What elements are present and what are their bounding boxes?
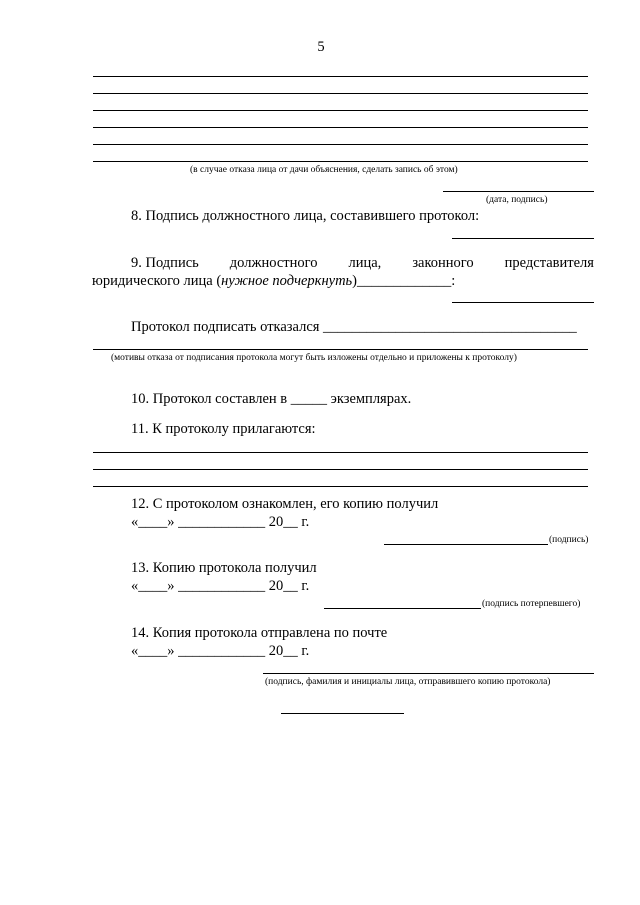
item-9-line2: юридического лица (нужное подчеркнуть)_____________: bbox=[92, 273, 456, 289]
explanation-line bbox=[93, 110, 588, 111]
attachment-line bbox=[93, 486, 588, 487]
item-9-word: законного bbox=[412, 255, 474, 271]
item-9-word: представителя bbox=[504, 255, 594, 271]
refused-line-2 bbox=[93, 349, 588, 350]
item-13-signature-caption: (подпись потерпевшего) bbox=[482, 599, 581, 609]
refused-text: Протокол подписать отказался ___________________________________ bbox=[131, 319, 577, 335]
attachment-line bbox=[93, 469, 588, 470]
item-12-text: 12. С протоколом ознакомлен, его копию получил bbox=[131, 496, 439, 512]
explanation-line bbox=[93, 144, 588, 145]
item-9-italic: нужное подчеркнуть bbox=[221, 273, 353, 289]
item-14-signature-caption: (подпись, фамилия и инициалы лица, отправившего копию протокола) bbox=[265, 677, 551, 687]
item-9-signature-line bbox=[452, 302, 594, 303]
item-14-date: «____» ____________ 20__ г. bbox=[131, 643, 310, 659]
refusal-motives-caption: (мотивы отказа от подписания протокола могут быть изложены отдельно и приложены к протоколу) bbox=[111, 353, 517, 363]
explanation-line bbox=[93, 93, 588, 94]
item-13-date: «____» ____________ 20__ г. bbox=[131, 578, 310, 594]
item-12-signature-caption: (подпись) bbox=[549, 535, 589, 545]
item-13-signature-line bbox=[324, 608, 481, 609]
item-11-text: 11. К протоколу прилагаются: bbox=[131, 421, 316, 437]
refusal-note: (в случае отказа лица от дачи объяснения, сделать запись об этом) bbox=[190, 165, 458, 175]
closing-separator bbox=[281, 713, 404, 714]
explanation-line bbox=[93, 76, 588, 77]
item-12-signature-line bbox=[384, 544, 548, 545]
item-9-word: должностного bbox=[229, 255, 318, 271]
page-number: 5 bbox=[317, 39, 325, 55]
item-8-text: 8. Подпись должностного лица, составившего протокол: bbox=[131, 208, 480, 224]
item-8-signature-line bbox=[452, 238, 594, 239]
item-9-line1 bbox=[131, 256, 594, 271]
item-9-word: лица, bbox=[348, 255, 382, 271]
item-13-text: 13. Копию протокола получил bbox=[131, 560, 317, 576]
explanation-line bbox=[93, 127, 588, 128]
explanation-line bbox=[93, 161, 588, 162]
date-signature-caption: (дата, подпись) bbox=[486, 195, 548, 205]
date-signature-line bbox=[443, 191, 594, 192]
item-12-date: «____» ____________ 20__ г. bbox=[131, 514, 310, 530]
item-14-signature-line bbox=[263, 673, 594, 674]
item-9-word: 9. Подпись bbox=[131, 255, 199, 271]
item-10-text: 10. Протокол составлен в _____ экземплярах. bbox=[131, 391, 412, 407]
item-14-text: 14. Копия протокола отправлена по почте bbox=[131, 625, 388, 641]
attachment-line bbox=[93, 452, 588, 453]
